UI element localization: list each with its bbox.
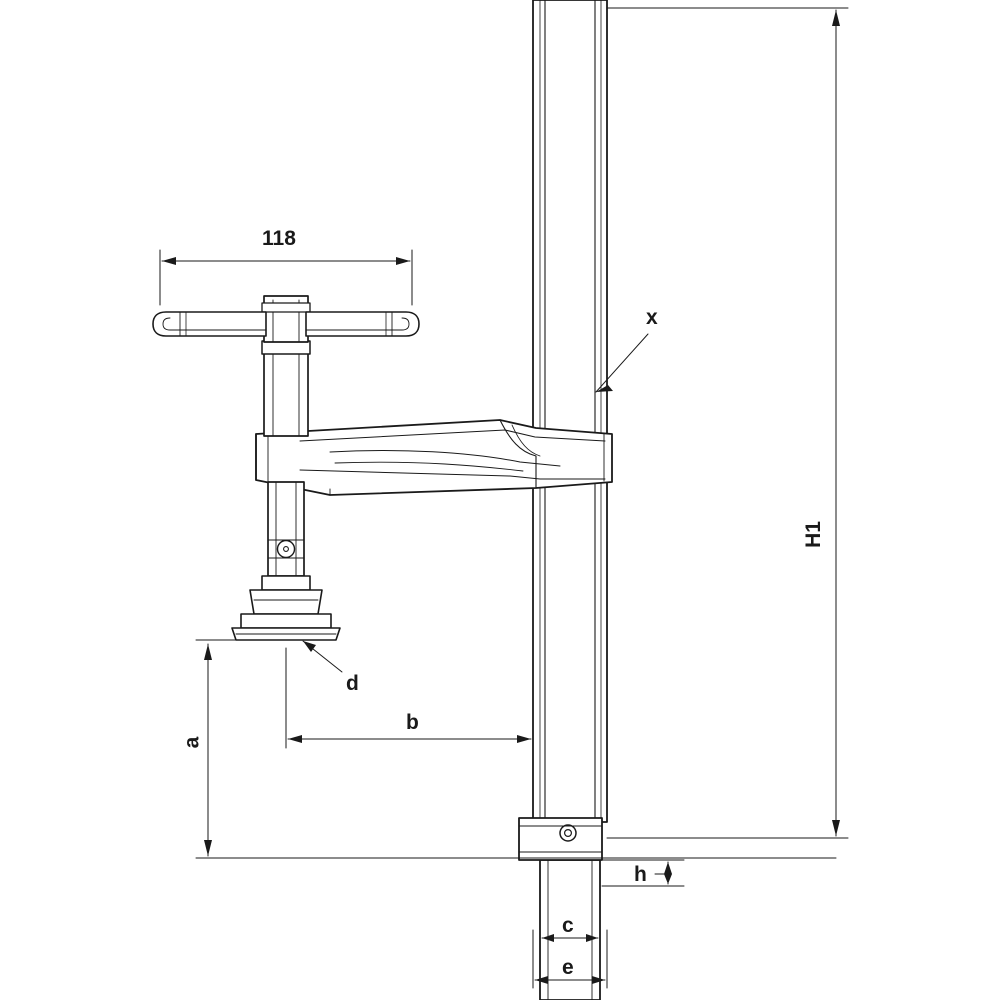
- dim-label-h: h: [634, 863, 647, 886]
- dim-label-x: x: [646, 306, 658, 329]
- cross-handle: [153, 296, 419, 342]
- rail-collar-block: [519, 818, 602, 860]
- dim-label-b: b: [406, 711, 419, 734]
- dim-label-c: c: [562, 914, 574, 937]
- pressure-pad: [232, 576, 340, 640]
- dim-label-118: 118: [262, 227, 296, 250]
- dim-h1: [607, 8, 848, 838]
- vertical-rail: [533, 0, 607, 822]
- dim-label-h1: H1: [801, 521, 825, 548]
- clamp-arm: [256, 420, 612, 495]
- dimension-lines: [160, 8, 848, 988]
- leader-d: [303, 641, 342, 672]
- dim-a: [196, 640, 836, 858]
- dim-label-d: d: [346, 672, 359, 695]
- dim-label-a: a: [180, 736, 204, 749]
- dim-label-e: e: [562, 956, 574, 979]
